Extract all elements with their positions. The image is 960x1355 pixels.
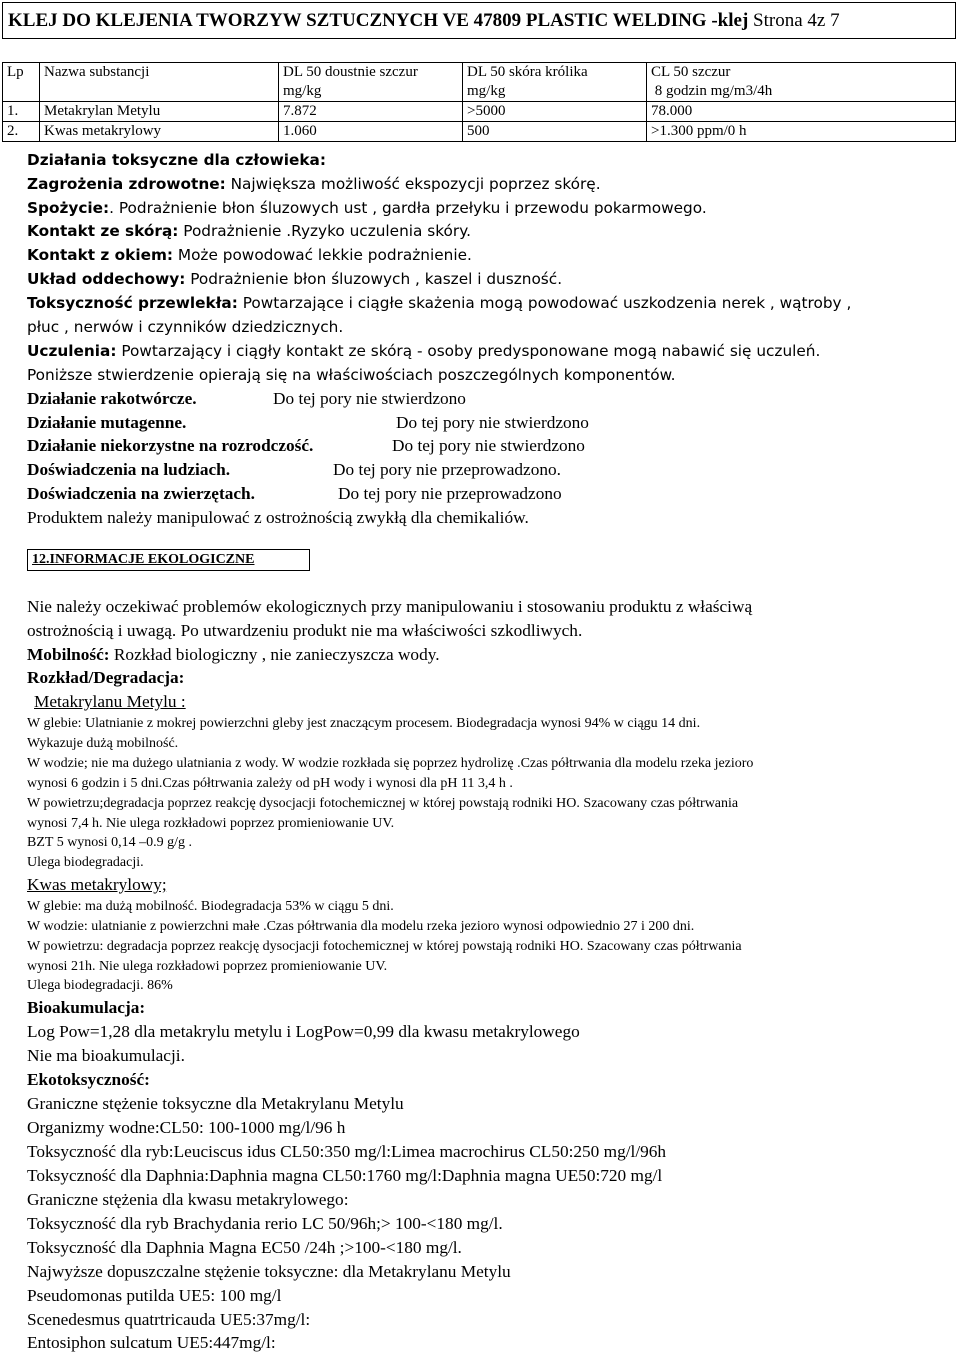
col-header-name: Nazwa substancji bbox=[40, 63, 279, 102]
eco-km-line: W powietrzu: degradacja poprzez reakcję dysocjacji fotochemicznej w której powstają rodniki HO. Szacowany czas półtrwania bbox=[27, 939, 742, 954]
eco-eko-line: Toksyczność dla Daphnia:Daphnia magna CL50:1760 mg/l:Daphnia magna UE50:720 mg/l bbox=[27, 1166, 663, 1185]
tox-uczulenia bbox=[27, 342, 820, 360]
table-header-row bbox=[3, 63, 956, 102]
table-cell: >5000 bbox=[463, 102, 647, 122]
document-title: KLEJ DO KLEJENIA TWORZYW SZTUCZNYCH VE 47809 PLASTIC WELDING -klej bbox=[8, 10, 749, 31]
tox-oddech-text: Podrażnienie błon śluzowych , kaszel i duszność. bbox=[185, 270, 563, 288]
eco-mm-line: Wykazuje dużą mobilność. bbox=[27, 736, 179, 751]
eco-mobilnosc-text: Rozkład biologiczny , nie zanieczyszcza wody. bbox=[109, 645, 440, 664]
col-header-dl50-oral-line1: DL 50 doustnie szczur bbox=[283, 64, 418, 80]
table-cell: 7.872 bbox=[279, 102, 463, 122]
col-header-dl50-oral-line2: mg/kg bbox=[283, 83, 322, 99]
eco-rozklad-heading: Rozkład/Degradacja: bbox=[27, 668, 185, 687]
tox-spozycie-text: . Podrażnienie błon śluzowych ust , gardła przełyku i przewodu pokarmowego. bbox=[109, 199, 707, 217]
eco-mm-line: W glebie: Ulatnianie z mokrej powierzchni gleby jest znaczącym procesem. Biodegradacja wynosi 94% w ciągu 14 dni. bbox=[27, 716, 701, 731]
eco-mm-line: W powietrzu;degradacja poprzez reakcję dysocjacji fotochemicznej w której powstają rodniki HO. Szacowany czas półtrwania bbox=[27, 796, 739, 811]
effect-zwierzeta bbox=[27, 484, 562, 504]
tox-zagrozenia-text: Największa możliwość ekspozycji poprzez skórę. bbox=[225, 175, 601, 193]
table-row bbox=[3, 122, 956, 142]
col-header-dl50-skin bbox=[463, 63, 647, 102]
table-cell: Metakrylan Metylu bbox=[40, 102, 279, 122]
col-header-cl50-line2: 8 godzin mg/m3/4h bbox=[651, 83, 773, 99]
eco-bio-line: Log Pow=1,28 dla metakrylu metylu i LogPow=0,99 dla kwasu metakrylowego bbox=[27, 1022, 580, 1041]
eco-eko-line: Toksyczność dla ryb:Leuciscus idus CL50:350 mg/l:Limea macrochirus CL50:250 mg/l/96h bbox=[27, 1142, 667, 1161]
section-12-title: INFORMACJE EKOLOGICZNE bbox=[49, 552, 255, 567]
eco-mobilnosc-label: Mobilność: bbox=[27, 645, 110, 664]
eco-km-line: Ulega biodegradacji. 86% bbox=[27, 978, 173, 993]
eco-eko-line: Organizmy wodne:CL50: 100-1000 mg/l/96 h bbox=[27, 1118, 346, 1137]
col-header-dl50-skin-line2: mg/kg bbox=[467, 83, 506, 99]
effect-value: Do tej pory nie stwierdzono bbox=[396, 413, 589, 432]
col-header-dl50-skin-line1: DL 50 skóra królika bbox=[467, 64, 588, 80]
tox-oddech-label: Układ oddechowy: bbox=[27, 270, 186, 288]
page-number: Strona 4z 7 bbox=[753, 10, 840, 31]
eco-mm-line: wynosi 7,4 h. Nie ulega rozkładowi poprzez promieniowanie UV. bbox=[27, 816, 395, 831]
effect-rozrodczosc bbox=[27, 436, 585, 456]
eco-mm-line: BZT 5 wynosi 0,14 –0.9 g/g . bbox=[27, 835, 193, 850]
eco-mm-line: wynosi 6 godzin i 5 dni.Czas półtrwania zależy od pH wody i wynosi dla pH 11 3,4 h . bbox=[27, 776, 513, 791]
effect-value: Do tej pory nie przeprowadzono. bbox=[333, 460, 561, 479]
table-cell: Kwas metakrylowy bbox=[40, 122, 279, 142]
table-cell: 1.060 bbox=[279, 122, 463, 142]
effect-label: Doświadczenia na ludziach. bbox=[27, 460, 231, 479]
effect-value: Do tej pory nie przeprowadzono bbox=[338, 484, 562, 503]
table-cell: 78.000 bbox=[647, 102, 956, 122]
eco-km-line: wynosi 21h. Nie ulega rozkładowi poprzez promieniowanie UV. bbox=[27, 959, 388, 974]
effect-value: Do tej pory nie stwierdzono bbox=[392, 436, 585, 455]
eco-eko-line: Graniczne stężenie toksyczne dla Metakrylanu Metylu bbox=[27, 1094, 404, 1113]
tox-oko-text: Może powodować lekkie podrażnienie. bbox=[173, 246, 472, 264]
eco-bio-heading: Bioakumulacja: bbox=[27, 998, 146, 1017]
eco-intro-line2: ostrożnością i uwagą. Po utwardzeniu produkt nie ma właściwości szkodliwych. bbox=[27, 621, 583, 640]
tox-przewlekla-text: Powtarzające i ciągłe skażenia mogą powodować uszkodzenia nerek , wątroby , bbox=[237, 294, 852, 312]
col-header-cl50 bbox=[647, 63, 956, 102]
table-cell: >1.300 ppm/0 h bbox=[647, 122, 956, 142]
eco-eko-line: Pseudomonas putilda UE5: 100 mg/l bbox=[27, 1286, 282, 1305]
tox-oko bbox=[27, 246, 472, 264]
table-row bbox=[3, 102, 956, 122]
tox-heading: Działania toksyczne dla człowieka: bbox=[27, 151, 326, 169]
effect-mutagenne bbox=[27, 413, 589, 433]
substances-table bbox=[2, 62, 956, 142]
tox-przewlekla-label: Toksyczność przewlekła: bbox=[27, 294, 238, 312]
tox-ponizsze: Poniższe stwierdzenie opierają się na właściwościach poszczególnych komponentów. bbox=[27, 366, 676, 384]
col-header-dl50-oral bbox=[279, 63, 463, 102]
eco-eko-line: Toksyczność dla Daphnia Magna EC50 /24h ;>100-<180 mg/l. bbox=[27, 1238, 462, 1257]
col-header-lp: Lp bbox=[3, 63, 40, 102]
section-12-header bbox=[27, 549, 310, 571]
eco-km-line: W glebie: ma dużą mobilność. Biodegradacja 53% w ciągu 5 dni. bbox=[27, 899, 394, 914]
tox-spozycie-label: Spożycie: bbox=[27, 199, 110, 217]
eco-eko-line: Entosiphon sulcatum UE5:447mg/l: bbox=[27, 1333, 276, 1352]
tox-przewlekla-cont: płuc , nerwów i czynników dziedzicznych. bbox=[27, 318, 344, 336]
eco-intro-line1: Nie należy oczekiwać problemów ekologicznych przy manipulowaniu i stosowaniu produktu z właściwą bbox=[27, 597, 753, 616]
effect-ludzie bbox=[27, 460, 561, 480]
table-cell: 2. bbox=[3, 122, 40, 142]
tox-uczulenia-text: Powtarzający i ciągły kontakt ze skórą - osoby predysponowane mogą nabawić się uczuleń. bbox=[116, 342, 821, 360]
effect-rakotworcze bbox=[27, 389, 466, 409]
tox-uczulenia-label: Uczulenia: bbox=[27, 342, 117, 360]
effect-label: Działanie rakotwórcze. bbox=[27, 389, 197, 408]
eco-eko-line: Scenedesmus quatrtricauda UE5:37mg/l: bbox=[27, 1310, 311, 1329]
eco-mobilnosc bbox=[27, 645, 440, 665]
tox-oddech bbox=[27, 270, 562, 288]
effect-value: Do tej pory nie stwierdzono bbox=[273, 389, 466, 408]
eco-eko-line: Graniczne stężenia dla kwasu metakrylowego: bbox=[27, 1190, 349, 1209]
eco-mm-line: W wodzie; nie ma dużego ulatniania z wody. W wodzie rozkłada się poprzez hydrolizę .Czas półtrwania dla modelu rzeka jezioro bbox=[27, 756, 754, 771]
tox-skora-label: Kontakt ze skórą: bbox=[27, 222, 179, 240]
tox-skora bbox=[27, 222, 471, 240]
eco-eko-line: Najwyższe dopuszczalne stężenie toksyczne: dla Metakrylanu Metylu bbox=[27, 1262, 511, 1281]
eco-km-heading: Kwas metakrylowy; bbox=[27, 875, 167, 894]
table-cell: 500 bbox=[463, 122, 647, 142]
tox-skora-text: Podrażnienie .Ryzyko uczulenia skóry. bbox=[178, 222, 471, 240]
produktem-note: Produktem należy manipulować z ostrożnością zwykłą dla chemikaliów. bbox=[27, 508, 529, 527]
document-header bbox=[2, 2, 956, 39]
effect-label: Działanie mutagenne. bbox=[27, 413, 187, 432]
section-12-number: 12. bbox=[32, 552, 50, 567]
effect-label: Działanie niekorzystne na rozrodczość. bbox=[27, 436, 314, 455]
tox-zagrozenia-label: Zagrożenia zdrowotne: bbox=[27, 175, 226, 193]
eco-mm-line: Ulega biodegradacji. bbox=[27, 855, 144, 870]
tox-zagrozenia bbox=[27, 175, 601, 193]
eco-km-line: W wodzie: ulatnianie z powierzchni małe .Czas półtrwania dla modelu rzeka jezioro wynosi odpowiednio 27 i 200 dni. bbox=[27, 919, 695, 934]
col-header-cl50-line1: CL 50 szczur bbox=[651, 64, 731, 80]
eco-bio-line: Nie ma bioakumulacji. bbox=[27, 1046, 185, 1065]
eco-mm-heading: Metakrylanu Metylu : bbox=[34, 692, 186, 711]
tox-przewlekla bbox=[27, 294, 851, 312]
table-cell: 1. bbox=[3, 102, 40, 122]
tox-oko-label: Kontakt z okiem: bbox=[27, 246, 174, 264]
eco-eko-heading: Ekotoksyczność: bbox=[27, 1070, 150, 1089]
eco-eko-line: Toksyczność dla ryb Brachydania rerio LC 50/96h;> 100-<180 mg/l. bbox=[27, 1214, 503, 1233]
effect-label: Doświadczenia na zwierzętach. bbox=[27, 484, 255, 503]
tox-spozycie bbox=[27, 199, 707, 217]
